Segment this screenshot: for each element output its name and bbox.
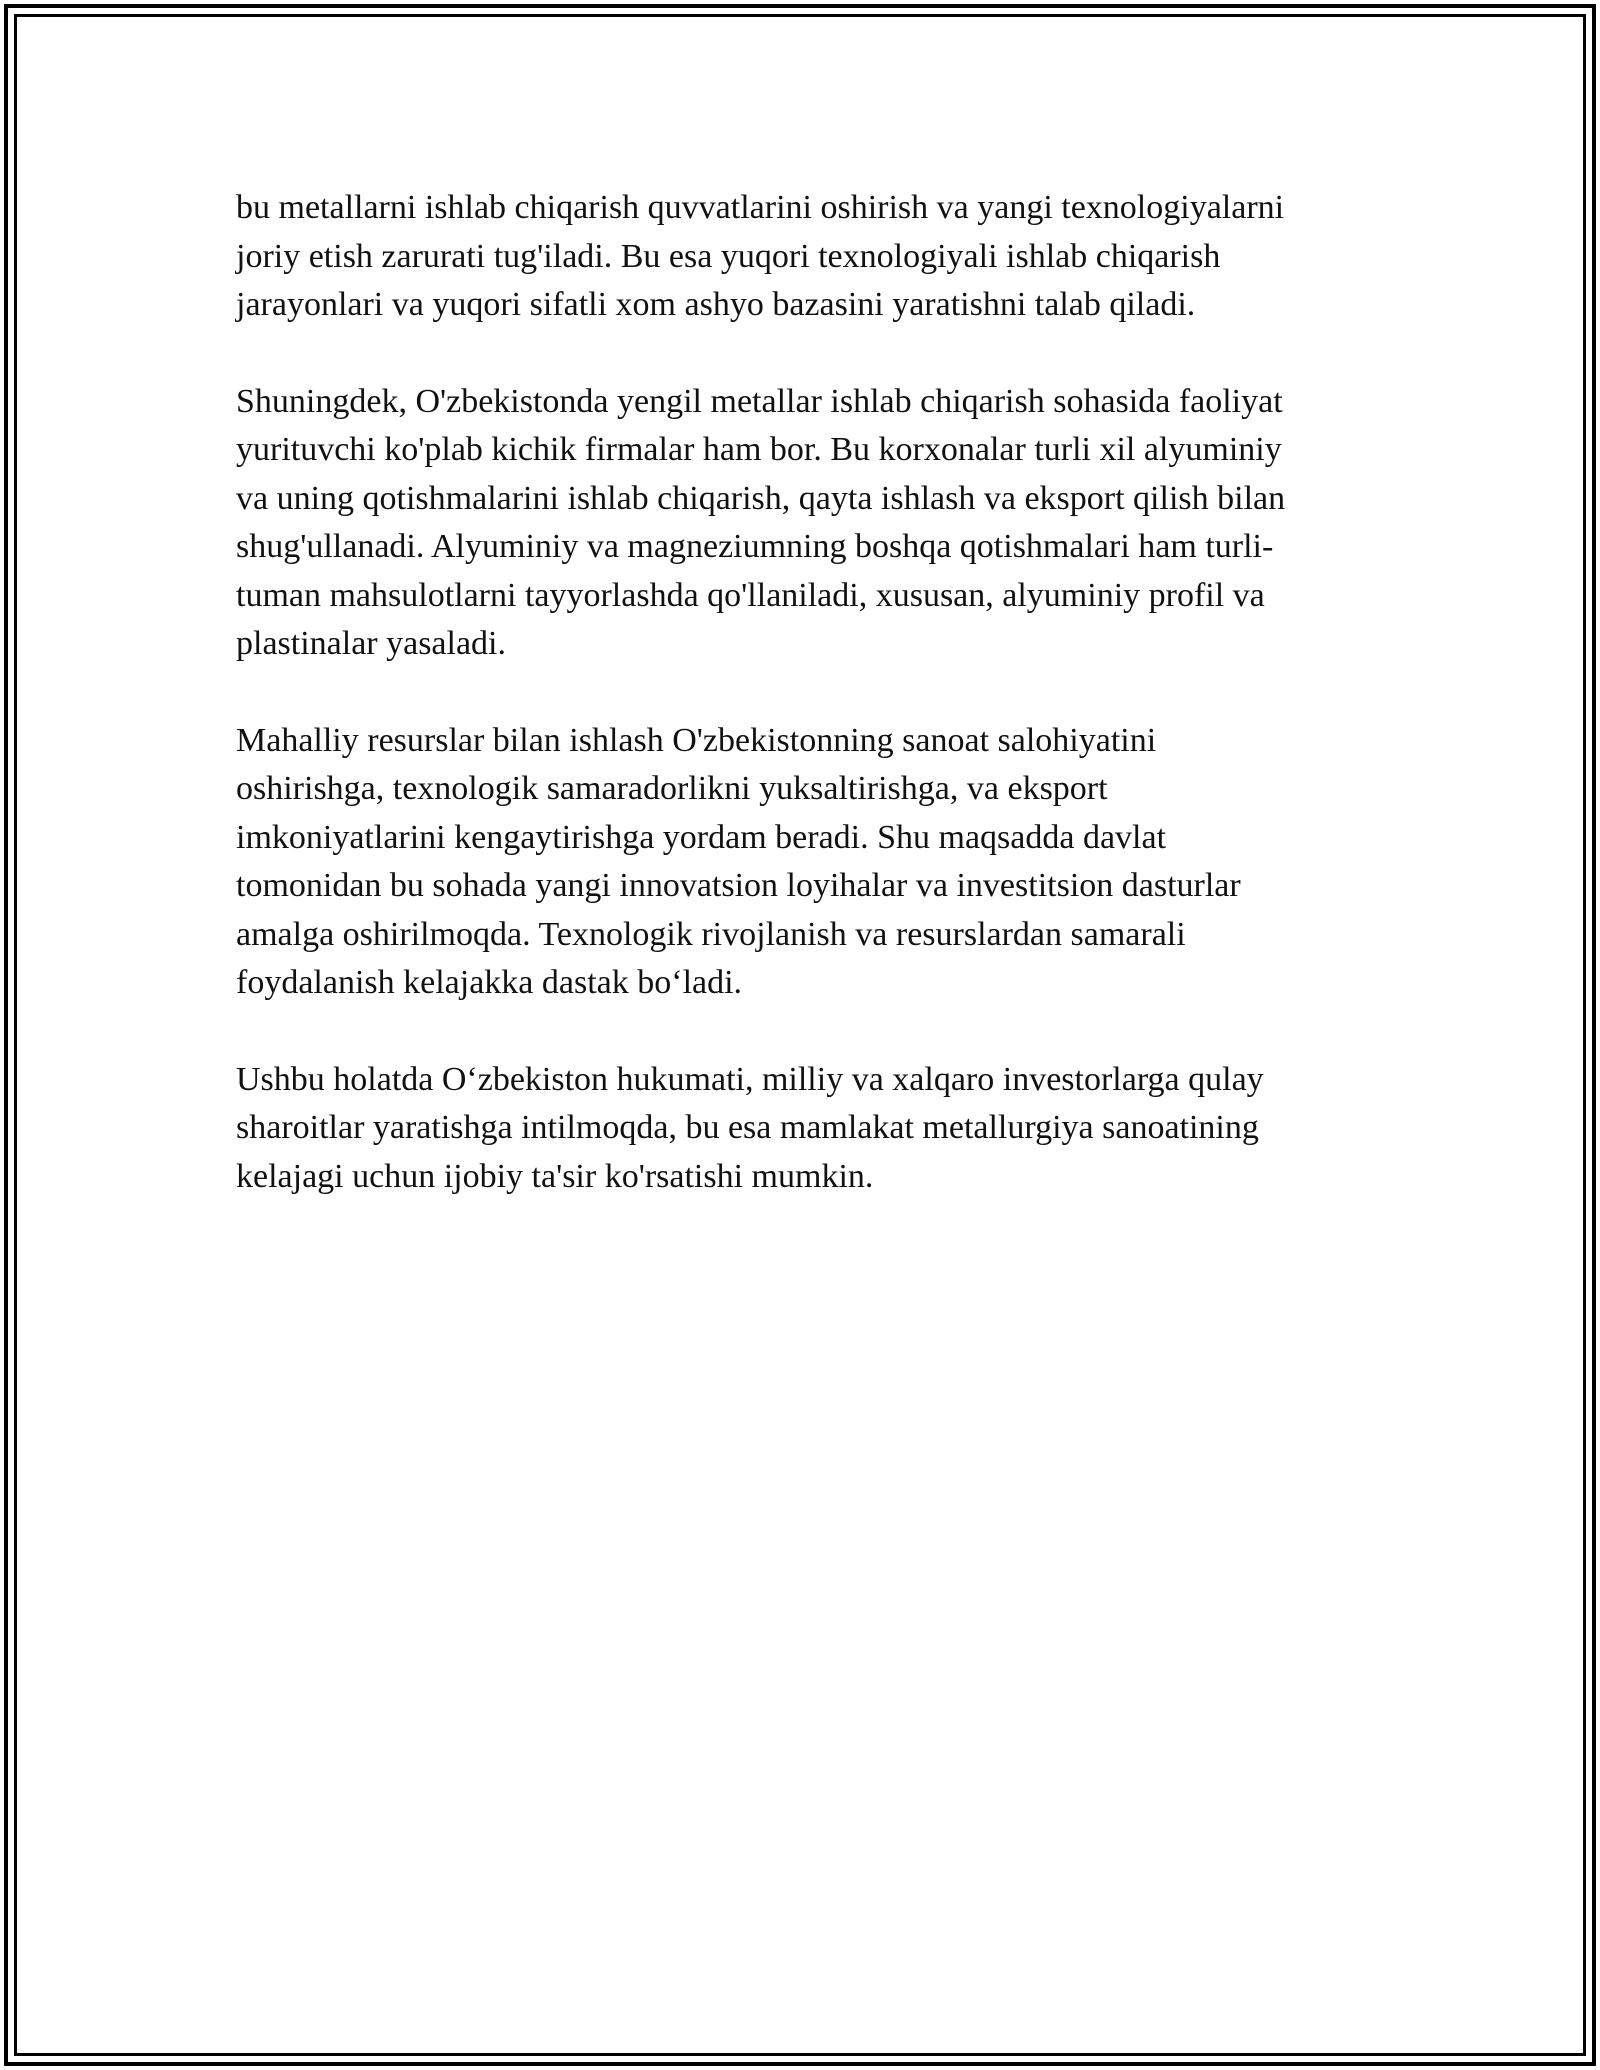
text-line: Mahalliy resurslar bilan ishlash O'zbekistonning sanoat salohiyatini — [236, 721, 1157, 759]
text-line: Shuningdek, O'zbekistonda yengil metallar ishlab chiqarish sohasida faoliyat — [236, 382, 1283, 420]
paragraph-1 — [236, 184, 1386, 330]
text-line: kelajagi uchun ijobiy ta'sir ko'rsatishi mumkin. — [236, 1157, 874, 1195]
paragraph-4 — [236, 1056, 1386, 1202]
paragraph-2 — [236, 378, 1386, 669]
text-line: foydalanish kelajakka dastak bo‘ladi. — [236, 964, 743, 1001]
document-body — [236, 184, 1386, 1249]
text-line: imkoniyatlarini kengaytirishga yordam beradi. Shu maqsadda davlat — [236, 818, 1167, 856]
text-line: va uning qotishmalarini ishlab chiqarish, qayta ishlash va eksport qilish bilan — [236, 479, 1286, 517]
paragraph-3 — [236, 717, 1386, 1008]
text-line: bu metallarni ishlab chiqarish quvvatlarini oshirish va yangi texnologiyalarni — [236, 189, 1285, 226]
text-line: plastinalar yasaladi. — [236, 625, 507, 662]
text-line: tuman mahsulotlarni tayyorlashda qo'llaniladi, xususan, alyuminiy profil va — [236, 576, 1265, 614]
text-line: jarayonlari va yuqori sifatli xom ashyo bazasini yaratishni talab qiladi. — [236, 286, 1196, 323]
text-line: yurituvchi ko'plab kichik firmalar ham bor. Bu korxonalar turli xil alyuminiy — [236, 431, 1282, 468]
text-line: shug'ullanadi. Alyuminiy va magneziumning boshqa qotishmalari ham turli- — [236, 528, 1274, 565]
text-line: sharoitlar yaratishga intilmoqda, bu esa mamlakat metallurgiya sanoatining — [236, 1109, 1259, 1146]
text-line: amalga oshirilmoqda. Texnologik rivojlanish va resurslardan samarali — [236, 915, 1186, 953]
text-line: tomonidan bu sohada yangi innovatsion loyihalar va investitsion dasturlar — [236, 867, 1241, 904]
text-line: joriy etish zarurati tug'iladi. Bu esa yuqori texnologiyali ishlab chiqarish — [236, 237, 1221, 275]
text-line: oshirishga, texnologik samaradorlikni yuksaltirishga, va eksport — [236, 770, 1108, 807]
text-line: Ushbu holatda O‘zbekiston hukumati, milliy va xalqaro investorlarga qulay — [236, 1060, 1264, 1098]
